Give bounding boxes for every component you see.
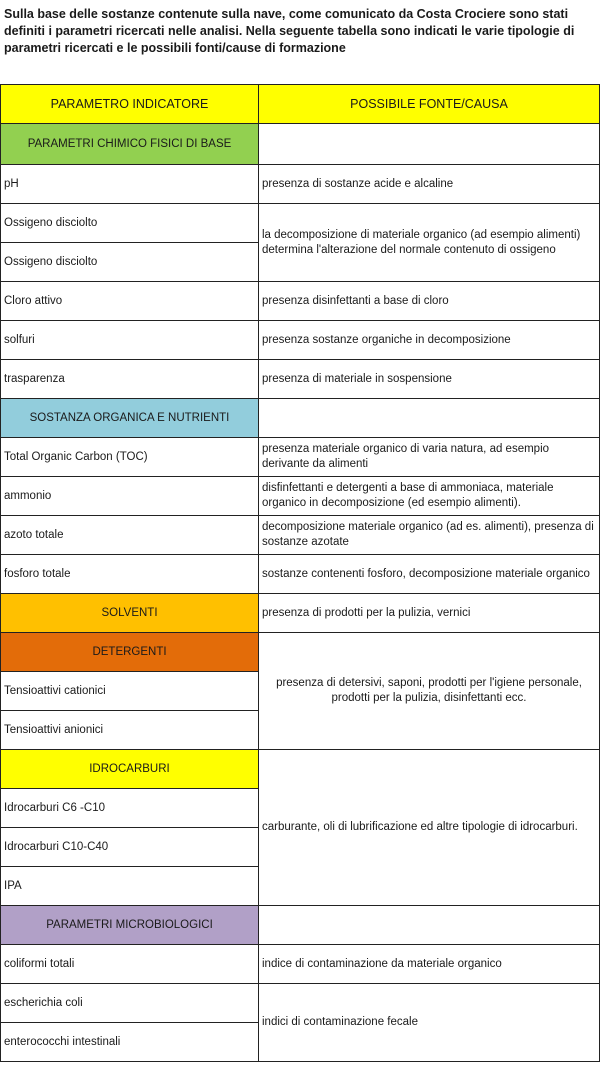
source-cell: indici di contaminazione fecale <box>259 984 600 1062</box>
source-cell: presenza di materiale in sospensione <box>259 360 600 399</box>
empty-cell <box>259 399 600 438</box>
param-cell: coliformi totali <box>1 945 259 984</box>
source-cell: presenza materiale organico di varia natura, ad esempio derivante da alimenti <box>259 438 600 477</box>
section-organica: SOSTANZA ORGANICA E NUTRIENTI <box>1 399 259 438</box>
header-fonte: POSSIBILE FONTE/CAUSA <box>259 85 600 124</box>
param-cell: Tensioattivi cationici <box>1 672 259 711</box>
source-cell: decomposizione materiale organico (ad es. alimenti), presenza di sostanze azotate <box>259 516 600 555</box>
param-cell: solfuri <box>1 321 259 360</box>
section-row <box>1 906 600 945</box>
table-row <box>1 321 600 360</box>
section-row <box>1 594 600 633</box>
empty-cell <box>259 906 600 945</box>
source-cell: presenza di prodotti per la pulizia, vernici <box>259 594 600 633</box>
section-idrocarburi: IDROCARBURI <box>1 750 259 789</box>
param-cell: Ossigeno disciolto <box>1 243 259 282</box>
section-row <box>1 124 600 165</box>
section-row <box>1 399 600 438</box>
source-cell: la decomposizione di materiale organico (ad esempio alimenti) determina l'alterazione del normale contenuto di ossigeno <box>259 204 600 282</box>
section-row <box>1 750 600 789</box>
param-cell: pH <box>1 165 259 204</box>
intro-paragraph: Sulla base delle sostanze contenute sulla nave, come comunicato da Costa Crociere sono stati definiti i parametri ricercati nelle analisi. Nella seguente tabella sono indicati le varie tipologie di parametri ricercati e le possibili fonti/cause di formazione <box>4 7 575 55</box>
param-cell: Tensioattivi anionici <box>1 711 259 750</box>
param-cell: ammonio <box>1 477 259 516</box>
source-cell: indice di contaminazione da materiale organico <box>259 945 600 984</box>
table-row <box>1 282 600 321</box>
param-cell: enterococchi intestinali <box>1 1023 259 1062</box>
source-cell: carburante, oli di lubrificazione ed altre tipologie di idrocarburi. <box>259 750 600 906</box>
param-cell: Ossigeno disciolto <box>1 204 259 243</box>
source-cell: presenza sostanze organiche in decomposizione <box>259 321 600 360</box>
param-cell: Idrocarburi C6 -C10 <box>1 789 259 828</box>
section-chimico: PARAMETRI CHIMICO FISICI DI BASE <box>1 124 259 165</box>
parameters-table <box>0 84 600 1062</box>
param-cell: azoto totale <box>1 516 259 555</box>
table-row <box>1 555 600 594</box>
source-cell: presenza disinfettanti a base di cloro <box>259 282 600 321</box>
param-cell: Cloro attivo <box>1 282 259 321</box>
table-header-row <box>1 85 600 124</box>
table-row <box>1 165 600 204</box>
table-row <box>1 984 600 1023</box>
source-cell: presenza di detersivi, saponi, prodotti per l'igiene personale, prodotti per la pulizia, disinfettanti ecc. <box>259 633 600 750</box>
section-microbiologici: PARAMETRI MICROBIOLOGICI <box>1 906 259 945</box>
table-row <box>1 477 600 516</box>
empty-cell <box>259 124 600 165</box>
source-cell: sostanze contenenti fosforo, decomposizione materiale organico <box>259 555 600 594</box>
source-cell: disfinfettanti e detergenti a base di ammoniaca, materiale organico in decomposizione (ed esempio alimenti). <box>259 477 600 516</box>
section-row <box>1 633 600 672</box>
source-cell: presenza di sostanze acide e alcaline <box>259 165 600 204</box>
section-detergenti: DETERGENTI <box>1 633 259 672</box>
table-row <box>1 360 600 399</box>
param-cell: fosforo totale <box>1 555 259 594</box>
header-parametro: PARAMETRO INDICATORE <box>1 85 259 124</box>
param-cell: Total Organic Carbon (TOC) <box>1 438 259 477</box>
section-solventi: SOLVENTI <box>1 594 259 633</box>
table-row <box>1 438 600 477</box>
param-cell: Idrocarburi C10-C40 <box>1 828 259 867</box>
table-row <box>1 945 600 984</box>
param-cell: trasparenza <box>1 360 259 399</box>
param-cell: escherichia coli <box>1 984 259 1023</box>
table-row <box>1 204 600 243</box>
table-row <box>1 516 600 555</box>
param-cell: IPA <box>1 867 259 906</box>
